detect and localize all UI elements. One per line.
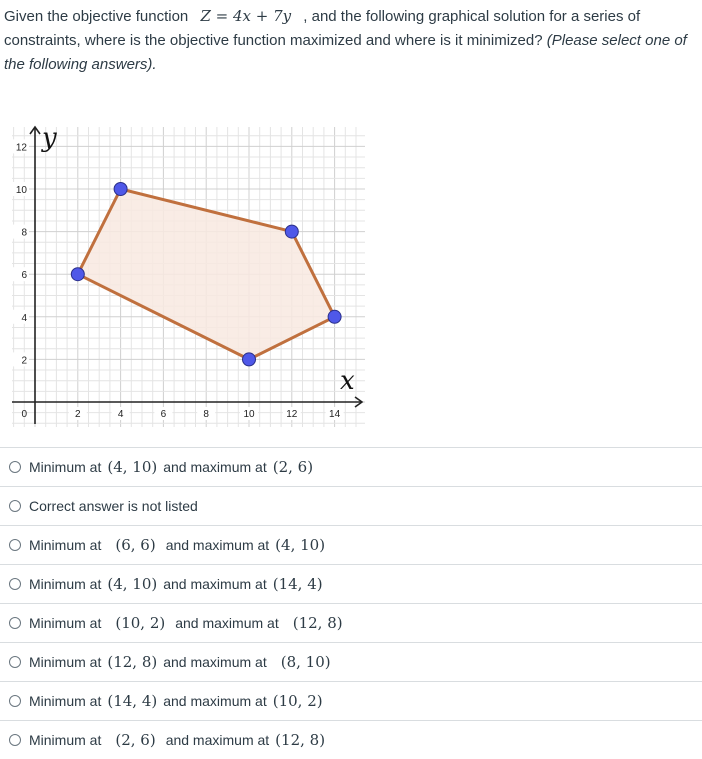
y-tick-label: 10 [15,185,27,196]
answer-option-5[interactable]: Minimum at (10, 2) and maximum at (12, 8) [0,603,702,642]
answer-option-3[interactable]: Minimum at (6, 6) and maximum at (4, 10) [0,525,702,564]
answer-option-8[interactable]: Minimum at (2, 6) and maximum at (12, 8) [0,720,702,759]
answer-option-4[interactable]: Minimum at (4, 10) and maximum at (14, 4) [0,564,702,603]
x-tick-label: 6 [160,409,167,420]
y-axis-label: y [42,123,57,153]
objective-function: Z = 4x + 7y [200,7,292,25]
answer-option-1[interactable]: Minimum at (4, 10) and maximum at (2, 6) [0,447,702,486]
vertex-point [328,310,341,323]
x-tick-label: 2 [75,409,81,420]
y-tick-label: 6 [21,270,27,282]
origin-label: 0 [21,409,27,420]
x-tick-label: 8 [203,409,209,420]
radio-button[interactable] [9,500,21,512]
y-tick-label: 8 [21,227,27,239]
x-tick-label: 10 [243,409,255,420]
question-note: (Please select one of the following answers). [4,32,687,73]
x-axis-label: x [340,366,355,396]
x-tick-label: 12 [286,409,298,420]
radio-button[interactable] [9,695,21,707]
question-prefix: Given the objective function [4,8,189,25]
vertex-point [71,268,84,281]
answer-options [0,447,702,759]
feasible-polygon [78,189,335,359]
y-tick-label: 12 [15,142,27,154]
vertex-point [243,353,256,366]
x-tick-label: 4 [117,409,124,420]
feasible-region [78,189,335,359]
vertex-point [114,183,127,196]
answer-option-2[interactable]: Correct answer is not listed [0,486,702,525]
answer-option-6[interactable]: Minimum at (12, 8) and maximum at (8, 10) [0,642,702,681]
question-suffix: , and the following graphical solution for a series of constraints, where is the objective function maximized and where is it minimized? [4,8,641,49]
radio-button[interactable] [9,734,21,746]
question-text [4,4,698,77]
y-tick-label: 2 [21,355,27,367]
radio-button[interactable] [9,617,21,629]
feasible-region-graph [0,117,380,437]
answer-option-7[interactable]: Minimum at (14, 4) and maximum at (10, 2) [0,681,702,720]
radio-button[interactable] [9,539,21,551]
radio-button[interactable] [9,656,21,668]
y-tick-label: 4 [21,312,27,324]
x-tick-label: 14 [329,409,341,420]
vertex-point [285,225,298,238]
radio-button[interactable] [9,578,21,590]
radio-button[interactable] [9,461,21,473]
